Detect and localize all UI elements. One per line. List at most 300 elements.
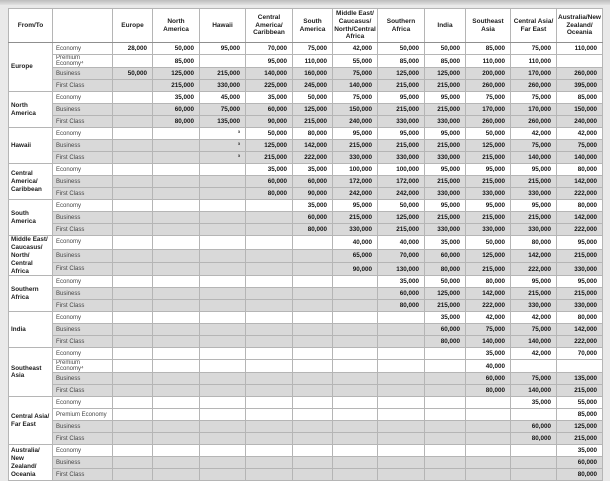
award-miles-cell: 95,000 (466, 200, 511, 212)
award-miles-cell (333, 469, 378, 481)
table-row (9, 324, 603, 336)
award-miles-cell: 240,000 (333, 116, 378, 128)
award-miles-cell: 40,000 (378, 236, 425, 249)
award-miles-cell (113, 312, 153, 324)
award-miles-cell (378, 324, 425, 336)
award-miles-cell: 130,000 (378, 263, 425, 276)
award-miles-cell (153, 433, 200, 445)
cabin-label-cell: Premium Economy⁴ (53, 360, 113, 373)
award-miles-cell (113, 300, 153, 312)
award-miles-cell (466, 457, 511, 469)
award-miles-cell: 260,000 (466, 80, 511, 92)
award-miles-cell: 95,000 (333, 128, 378, 140)
award-miles-cell: 85,000 (557, 409, 603, 421)
award-miles-cell (511, 409, 557, 421)
award-miles-cell (153, 188, 200, 200)
award-miles-cell (113, 373, 153, 385)
award-miles-cell: 240,000 (557, 116, 603, 128)
award-miles-cell: 35,000 (293, 164, 333, 176)
award-miles-cell (246, 385, 293, 397)
award-miles-cell (113, 224, 153, 236)
award-miles-cell: 60,000 (425, 324, 466, 336)
award-miles-cell: 172,000 (333, 176, 378, 188)
table-row (9, 92, 603, 104)
award-miles-cell (153, 397, 200, 409)
award-miles-cell: 85,000 (466, 43, 511, 55)
award-miles-cell: 95,000 (378, 128, 425, 140)
award-miles-cell: 215,000 (378, 224, 425, 236)
award-miles-cell (293, 421, 333, 433)
award-miles-cell (333, 445, 378, 457)
award-miles-cell: 125,000 (466, 249, 511, 262)
award-miles-cell (113, 336, 153, 348)
table-row (9, 312, 603, 324)
award-miles-cell (466, 409, 511, 421)
award-miles-cell (200, 336, 246, 348)
award-miles-cell: 330,000 (511, 224, 557, 236)
cabin-label-cell: Premium Economy (53, 409, 113, 421)
award-miles-cell: 50,000 (378, 43, 425, 55)
award-miles-cell (200, 164, 246, 176)
cabin-label-cell: First Class (53, 80, 113, 92)
award-miles-cell: 95,000 (200, 43, 246, 55)
award-miles-cell: 110,000 (557, 43, 603, 55)
award-miles-cell (425, 409, 466, 421)
award-miles-cell (511, 360, 557, 373)
award-miles-cell (293, 312, 333, 324)
table-row (9, 164, 603, 176)
award-miles-cell (425, 373, 466, 385)
award-miles-cell: 75,000 (557, 140, 603, 152)
award-miles-cell (293, 236, 333, 249)
award-miles-cell: 100,000 (378, 164, 425, 176)
award-miles-cell: 330,000 (425, 188, 466, 200)
award-miles-cell: 170,000 (466, 104, 511, 116)
destination-column-header: Hawaii (200, 9, 246, 43)
award-miles-cell (466, 421, 511, 433)
award-miles-cell (200, 409, 246, 421)
award-miles-cell: 330,000 (425, 224, 466, 236)
origin-region-cell: South America (9, 200, 53, 236)
award-miles-cell: 395,000 (557, 80, 603, 92)
award-miles-cell: 85,000 (557, 92, 603, 104)
award-miles-cell (200, 224, 246, 236)
award-miles-cell: 100,000 (333, 164, 378, 176)
award-miles-cell: 242,000 (378, 188, 425, 200)
award-miles-cell: 75,000 (511, 373, 557, 385)
award-miles-cell (293, 469, 333, 481)
award-miles-cell: 222,000 (557, 188, 603, 200)
award-miles-cell: 42,000 (511, 312, 557, 324)
award-miles-cell: 125,000 (246, 140, 293, 152)
award-miles-cell: 80,000 (557, 164, 603, 176)
award-miles-cell: 260,000 (511, 116, 557, 128)
table-row (9, 80, 603, 92)
award-miles-cell: 75,000 (466, 324, 511, 336)
cabin-label-cell: Business (53, 212, 113, 224)
award-miles-cell (293, 348, 333, 360)
award-miles-cell: 140,000 (511, 152, 557, 164)
award-miles-cell: 225,000 (246, 80, 293, 92)
award-miles-cell: 330,000 (557, 263, 603, 276)
award-miles-cell (113, 164, 153, 176)
award-miles-cell: 125,000 (425, 68, 466, 80)
award-miles-cell (466, 433, 511, 445)
award-miles-cell (200, 55, 246, 68)
table-row (9, 263, 603, 276)
award-miles-cell: 172,000 (378, 176, 425, 188)
award-miles-cell: 80,000 (246, 188, 293, 200)
award-miles-cell: 142,000 (557, 324, 603, 336)
table-row (9, 397, 603, 409)
award-miles-cell (113, 236, 153, 249)
award-miles-cell (378, 409, 425, 421)
award-miles-cell (153, 312, 200, 324)
award-miles-cell (378, 469, 425, 481)
award-miles-cell (425, 385, 466, 397)
cabin-label-cell: First Class (53, 224, 113, 236)
award-miles-cell: 215,000 (557, 385, 603, 397)
award-miles-cell (246, 445, 293, 457)
award-miles-cell (246, 457, 293, 469)
award-miles-cell (200, 276, 246, 288)
award-miles-cell (246, 433, 293, 445)
award-miles-cell: 80,000 (378, 300, 425, 312)
award-miles-cell (293, 263, 333, 276)
award-miles-cell (153, 469, 200, 481)
table-row (9, 360, 603, 373)
award-miles-cell (113, 288, 153, 300)
award-miles-cell: 85,000 (153, 55, 200, 68)
award-miles-cell: 50,000 (153, 43, 200, 55)
award-miles-cell: 95,000 (466, 164, 511, 176)
origin-region-cell: Europe (9, 43, 53, 92)
award-miles-cell: 35,000 (466, 348, 511, 360)
award-miles-cell (425, 421, 466, 433)
award-miles-cell: 215,000 (557, 249, 603, 262)
award-miles-cell (113, 55, 153, 68)
award-miles-cell (200, 324, 246, 336)
cabin-label-cell: Economy (53, 200, 113, 212)
award-miles-cell (293, 276, 333, 288)
award-miles-cell (153, 360, 200, 373)
award-miles-cell: 35,000 (425, 236, 466, 249)
award-miles-cell (293, 249, 333, 262)
award-miles-cell (333, 276, 378, 288)
award-miles-cell (200, 348, 246, 360)
award-miles-cell (153, 128, 200, 140)
cabin-label-cell: Business (53, 68, 113, 80)
table-row (9, 300, 603, 312)
table-row (9, 336, 603, 348)
award-miles-cell (333, 312, 378, 324)
award-miles-cell (200, 188, 246, 200)
table-row (9, 445, 603, 457)
table-row (9, 469, 603, 481)
cabin-column-header-blank (53, 9, 113, 43)
table-row (9, 373, 603, 385)
award-miles-cell: 142,000 (511, 249, 557, 262)
award-miles-cell: 242,000 (333, 188, 378, 200)
table-row (9, 68, 603, 80)
award-miles-cell (153, 236, 200, 249)
award-miles-cell: 215,000 (378, 140, 425, 152)
award-miles-cell: 75,000 (511, 43, 557, 55)
award-miles-cell (113, 249, 153, 262)
award-miles-cell: 60,000 (293, 212, 333, 224)
award-miles-cell (557, 360, 603, 373)
award-miles-cell (200, 249, 246, 262)
award-miles-cell (293, 288, 333, 300)
award-miles-cell: 215,000 (153, 80, 200, 92)
cabin-label-cell: Economy (53, 397, 113, 409)
award-miles-cell (113, 116, 153, 128)
award-miles-cell: 330,000 (333, 224, 378, 236)
award-miles-cell (153, 409, 200, 421)
award-miles-cell: 95,000 (333, 200, 378, 212)
award-miles-cell: 110,000 (466, 55, 511, 68)
award-miles-cell: 35,000 (153, 92, 200, 104)
award-miles-cell (153, 152, 200, 164)
award-miles-cell (200, 176, 246, 188)
award-miles-cell: 75,000 (466, 92, 511, 104)
award-miles-cell: 125,000 (466, 140, 511, 152)
award-miles-cell: 95,000 (425, 128, 466, 140)
award-miles-cell: 140,000 (511, 385, 557, 397)
award-miles-cell (113, 409, 153, 421)
award-miles-cell: 70,000 (378, 249, 425, 262)
award-miles-cell (153, 348, 200, 360)
award-miles-cell: 75,000 (511, 324, 557, 336)
award-miles-cell (153, 336, 200, 348)
award-miles-cell: 42,000 (511, 348, 557, 360)
award-miles-cell (293, 360, 333, 373)
award-miles-cell: 80,000 (293, 224, 333, 236)
award-miles-cell (378, 433, 425, 445)
cabin-label-cell: Economy (53, 276, 113, 288)
award-miles-cell (113, 263, 153, 276)
cabin-label-cell: Premium Economy⁴ (53, 55, 113, 68)
award-miles-cell: 95,000 (246, 55, 293, 68)
origin-region-cell: Southern Africa (9, 276, 53, 312)
award-miles-cell (246, 360, 293, 373)
award-miles-cell: 245,000 (293, 80, 333, 92)
table-body (9, 43, 603, 481)
award-miles-cell: 215,000 (425, 80, 466, 92)
award-miles-cell (333, 397, 378, 409)
award-miles-cell (200, 373, 246, 385)
award-miles-cell (425, 445, 466, 457)
table-row (9, 128, 603, 140)
award-miles-cell (378, 445, 425, 457)
award-miles-cell: 142,000 (293, 140, 333, 152)
award-miles-cell (333, 457, 378, 469)
award-miles-cell: 70,000 (246, 43, 293, 55)
award-miles-cell: 330,000 (466, 188, 511, 200)
award-miles-cell: 75,000 (511, 140, 557, 152)
cabin-label-cell: Economy (53, 348, 113, 360)
award-miles-cell: 215,000 (378, 104, 425, 116)
cabin-label-cell: Economy (53, 92, 113, 104)
award-miles-cell (378, 312, 425, 324)
award-miles-cell (153, 385, 200, 397)
award-miles-cell (246, 249, 293, 262)
award-miles-cell: 95,000 (425, 92, 466, 104)
award-miles-cell: 215,000 (246, 152, 293, 164)
award-miles-cell (557, 55, 603, 68)
award-miles-cell: 50,000 (466, 236, 511, 249)
award-miles-cell: 50,000 (113, 68, 153, 80)
award-miles-cell (511, 445, 557, 457)
award-miles-cell: 40,000 (466, 360, 511, 373)
award-miles-cell (113, 397, 153, 409)
table-row (9, 236, 603, 249)
award-miles-cell: 222,000 (557, 224, 603, 236)
cabin-label-cell: Business (53, 373, 113, 385)
award-miles-cell: 85,000 (425, 55, 466, 68)
award-miles-cell: 80,000 (511, 236, 557, 249)
award-miles-cell (293, 385, 333, 397)
award-miles-cell: 42,000 (557, 128, 603, 140)
award-miles-cell: 222,000 (557, 336, 603, 348)
award-miles-cell: 45,000 (200, 92, 246, 104)
award-miles-cell (293, 336, 333, 348)
award-miles-cell (333, 288, 378, 300)
award-miles-cell (511, 457, 557, 469)
award-miles-cell (333, 300, 378, 312)
award-miles-cell (113, 128, 153, 140)
award-miles-cell (378, 348, 425, 360)
award-miles-cell: 85,000 (378, 55, 425, 68)
award-miles-cell (466, 469, 511, 481)
award-miles-cell (113, 385, 153, 397)
cabin-label-cell: Business (53, 104, 113, 116)
table-row (9, 385, 603, 397)
award-miles-cell (113, 212, 153, 224)
award-miles-cell: 222,000 (511, 263, 557, 276)
award-miles-cell (113, 457, 153, 469)
award-miles-cell: 35,000 (293, 200, 333, 212)
award-miles-cell (333, 324, 378, 336)
award-miles-cell: 50,000 (425, 43, 466, 55)
award-miles-cell: 40,000 (333, 236, 378, 249)
origin-region-cell: India (9, 312, 53, 348)
cabin-label-cell: Business (53, 324, 113, 336)
award-miles-cell (200, 445, 246, 457)
cabin-label-cell: Economy (53, 236, 113, 249)
award-miles-cell: 55,000 (333, 55, 378, 68)
table-row (9, 409, 603, 421)
cabin-label-cell: First Class (53, 188, 113, 200)
award-miles-cell (246, 300, 293, 312)
award-miles-cell (378, 397, 425, 409)
table-row (9, 176, 603, 188)
destination-column-header: Middle East/​Caucasus/​North/​Central Africa (333, 9, 378, 43)
award-miles-cell: 215,000 (466, 152, 511, 164)
cabin-label-cell: Economy (53, 43, 113, 55)
award-miles-cell (246, 324, 293, 336)
award-miles-cell: 80,000 (511, 433, 557, 445)
award-miles-cell (293, 433, 333, 445)
award-miles-cell (153, 276, 200, 288)
award-miles-cell: 60,000 (425, 249, 466, 262)
award-miles-cell: ³ (200, 152, 246, 164)
award-miles-cell (246, 336, 293, 348)
award-miles-cell: 215,000 (425, 176, 466, 188)
award-miles-cell: 80,000 (425, 263, 466, 276)
table-header-row (9, 9, 603, 43)
award-miles-cell (246, 224, 293, 236)
award-miles-cell: 50,000 (293, 92, 333, 104)
award-miles-cell (200, 288, 246, 300)
origin-region-cell: Middle East/​Caucasus/​North/​Central Africa (9, 236, 53, 276)
award-miles-cell (153, 445, 200, 457)
table-row (9, 200, 603, 212)
award-miles-cell (200, 212, 246, 224)
award-miles-cell (293, 300, 333, 312)
award-miles-cell: 75,000 (333, 68, 378, 80)
award-miles-cell: 80,000 (557, 469, 603, 481)
award-miles-cell: 330,000 (466, 224, 511, 236)
cabin-label-cell: Business (53, 421, 113, 433)
cabin-label-cell: First Class (53, 336, 113, 348)
destination-column-header: India (425, 9, 466, 43)
award-miles-cell: 215,000 (333, 212, 378, 224)
award-miles-cell: 330,000 (557, 300, 603, 312)
award-miles-cell: 125,000 (153, 68, 200, 80)
award-miles-cell: 330,000 (333, 152, 378, 164)
table-row (9, 249, 603, 262)
award-miles-cell: 60,000 (246, 104, 293, 116)
award-miles-cell: 75,000 (511, 92, 557, 104)
award-miles-cell: 125,000 (378, 68, 425, 80)
table-row (9, 288, 603, 300)
award-miles-cell: 35,000 (378, 276, 425, 288)
award-miles-cell: 142,000 (557, 176, 603, 188)
award-miles-cell (293, 324, 333, 336)
award-miles-cell (200, 469, 246, 481)
award-miles-cell (153, 140, 200, 152)
destination-column-header: Central Asia/​Far East (511, 9, 557, 43)
award-miles-cell (153, 300, 200, 312)
award-miles-cell (378, 457, 425, 469)
award-miles-cell (246, 397, 293, 409)
cabin-label-cell: Economy (53, 128, 113, 140)
table-row (9, 55, 603, 68)
award-miles-cell (293, 397, 333, 409)
table-row (9, 348, 603, 360)
award-miles-cell (153, 176, 200, 188)
award-miles-cell: ³ (200, 128, 246, 140)
award-miles-cell: 215,000 (293, 116, 333, 128)
award-miles-cell: 95,000 (511, 164, 557, 176)
award-miles-cell (425, 457, 466, 469)
origin-region-cell: Southeast Asia (9, 348, 53, 397)
award-miles-cell (378, 385, 425, 397)
award-miles-cell (378, 336, 425, 348)
award-miles-cell: 142,000 (466, 288, 511, 300)
award-miles-cell: 80,000 (557, 200, 603, 212)
award-miles-cell: 42,000 (333, 43, 378, 55)
cabin-label-cell: First Class (53, 385, 113, 397)
award-miles-cell: 150,000 (333, 104, 378, 116)
award-miles-cell (113, 433, 153, 445)
award-miles-cell (246, 312, 293, 324)
award-miles-cell: 140,000 (466, 336, 511, 348)
cabin-label-cell: Economy (53, 312, 113, 324)
award-miles-cell (153, 421, 200, 433)
award-miles-cell (246, 373, 293, 385)
